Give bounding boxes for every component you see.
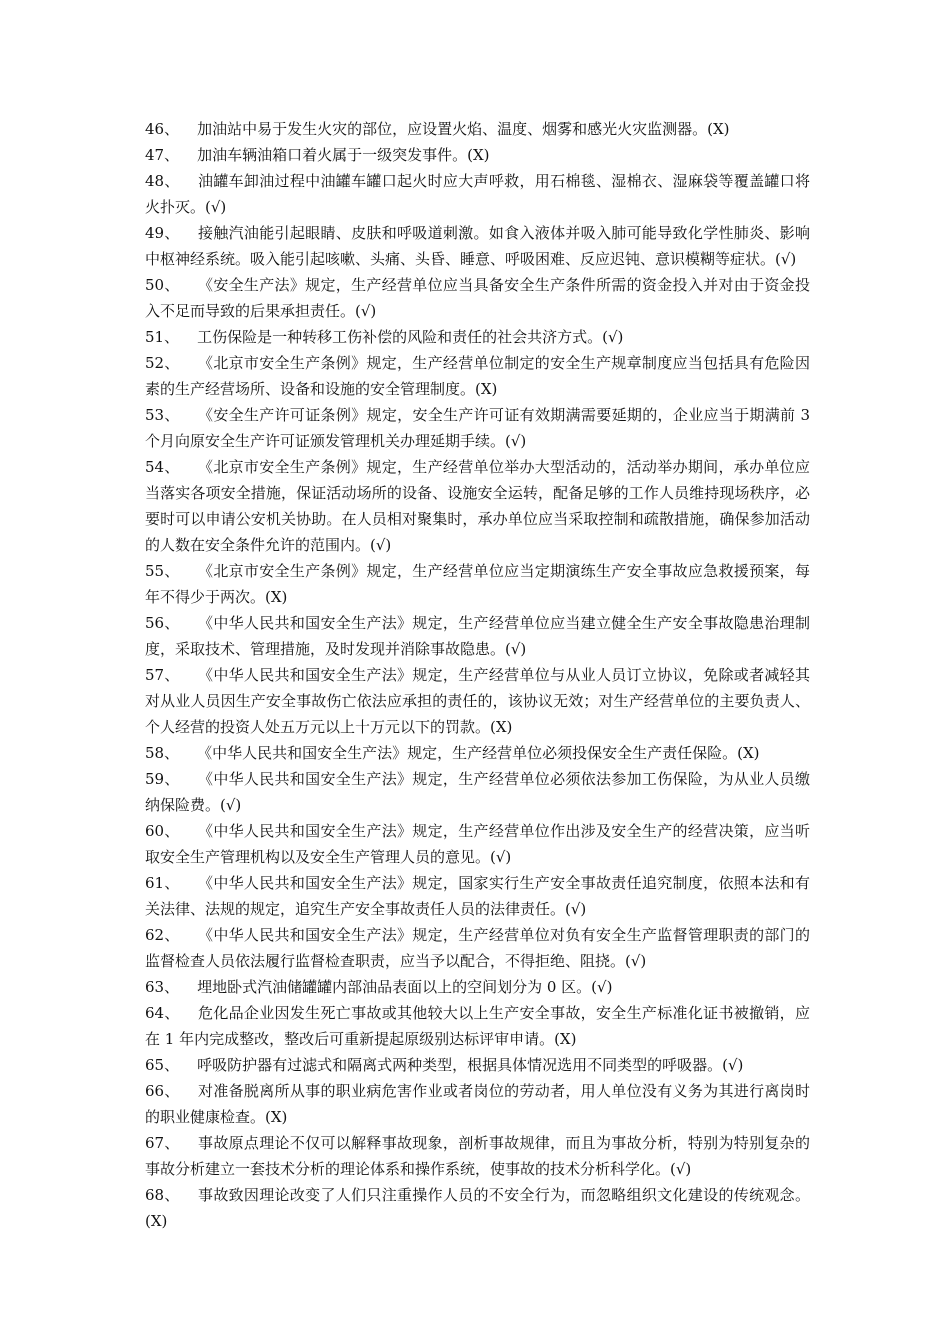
list-item	[145, 1052, 810, 1078]
item-text: 《中华人民共和国安全生产法》规定，生产经营单位应当建立健全生产安全事故隐患治理制度，采取技术、管理措施，及时发现并消除事故隐患。(√)	[145, 614, 810, 658]
list-item	[145, 610, 810, 662]
item-text: 事故致因理论改变了人们只注重操作人员的不安全行为，而忽略组织文化建设的传统观念。(X)	[145, 1186, 810, 1230]
list-item	[145, 1078, 810, 1130]
list-item	[145, 870, 810, 922]
item-number: 47、	[145, 146, 180, 164]
item-text: 接触汽油能引起眼睛、皮肤和呼吸道刺激。如食入液体并吸入肺可能导致化学性肺炎、影响中枢神经系统。吸入能引起咳嗽、头痛、头昏、睡意、呼吸困难、反应迟钝、意识模糊等症状。(√)	[145, 224, 810, 268]
item-number: 68、	[145, 1186, 180, 1204]
list-item	[145, 272, 810, 324]
item-text: 对准备脱离所从事的职业病危害作业或者岗位的劳动者，用人单位没有义务为其进行离岗时的职业健康检查。(X)	[145, 1082, 810, 1126]
item-number: 64、	[145, 1004, 180, 1022]
list-item	[145, 454, 810, 558]
item-text: 《北京市安全生产条例》规定，生产经营单位应当定期演练生产安全事故应急救援预案，每年不得少于两次。(X)	[145, 562, 810, 606]
item-text: 呼吸防护器有过滤式和隔离式两种类型，根据具体情况选用不同类型的呼吸器。(√)	[197, 1056, 744, 1074]
item-number: 59、	[145, 770, 180, 788]
item-number: 51、	[145, 328, 180, 346]
item-number: 62、	[145, 926, 180, 944]
item-number: 46、	[145, 120, 180, 138]
list-item	[145, 1000, 810, 1052]
question-list	[145, 116, 810, 1234]
item-text: 危化品企业因发生死亡事故或其他较大以上生产安全事故，安全生产标准化证书被撤销，应在 1 年内完成整改，整改后可重新提起原级别达标评审申请。(X)	[145, 1004, 810, 1048]
item-text: 加油车辆油箱口着火属于一级突发事件。(X)	[197, 146, 490, 164]
item-number: 58、	[145, 744, 180, 762]
item-number: 66、	[145, 1082, 180, 1100]
item-number: 61、	[145, 874, 180, 892]
list-item	[145, 662, 810, 740]
item-text: 事故原点理论不仅可以解释事故现象，剖析事故规律，而且为事故分析，特别为特别复杂的事故分析建立一套技术分析的理论体系和操作系统，使事故的技术分析科学化。(√)	[145, 1134, 810, 1178]
item-number: 53、	[145, 406, 180, 424]
item-text: 工伤保险是一种转移工伤补偿的风险和责任的社会共济方式。(√)	[197, 328, 624, 346]
list-item	[145, 1182, 810, 1234]
item-number: 57、	[145, 666, 180, 684]
list-item	[145, 818, 810, 870]
item-text: 《安全生产许可证条例》规定，安全生产许可证有效期满需要延期的，企业应当于期满前 3 个月向原安全生产许可证颁发管理机关办理延期手续。(√)	[145, 406, 810, 450]
item-number: 65、	[145, 1056, 180, 1074]
item-text: 《安全生产法》规定，生产经营单位应当具备安全生产条件所需的资金投入并对由于资金投入不足而导致的后果承担责任。(√)	[145, 276, 810, 320]
list-item	[145, 350, 810, 402]
item-text: 《中华人民共和国安全生产法》规定，生产经营单位必须依法参加工伤保险，为从业人员缴纳保险费。(√)	[145, 770, 810, 814]
item-number: 54、	[145, 458, 180, 476]
item-number: 67、	[145, 1134, 180, 1152]
item-number: 49、	[145, 224, 180, 242]
item-number: 56、	[145, 614, 180, 632]
item-text: 《中华人民共和国安全生产法》规定，生产经营单位作出涉及安全生产的经营决策，应当听取安全生产管理机构以及安全生产管理人员的意见。(√)	[145, 822, 810, 866]
list-item	[145, 168, 810, 220]
item-text: 《中华人民共和国安全生产法》规定，国家实行生产安全事故责任追究制度，依照本法和有关法律、法规的规定，追究生产安全事故责任人员的法律责任。(√)	[145, 874, 810, 918]
list-item	[145, 974, 810, 1000]
list-item	[145, 402, 810, 454]
list-item	[145, 740, 810, 766]
list-item	[145, 558, 810, 610]
list-item	[145, 142, 810, 168]
item-number: 60、	[145, 822, 180, 840]
list-item	[145, 116, 810, 142]
item-number: 55、	[145, 562, 180, 580]
item-text: 《中华人民共和国安全生产法》规定，生产经营单位必须投保安全生产责任保险。(X)	[197, 744, 760, 762]
list-item	[145, 324, 810, 350]
item-text: 《北京市安全生产条例》规定，生产经营单位制定的安全生产规章制度应当包括具有危险因素的生产经营场所、设备和设施的安全管理制度。(X)	[145, 354, 810, 398]
list-item	[145, 220, 810, 272]
list-item	[145, 922, 810, 974]
item-text: 加油站中易于发生火灾的部位，应设置火焰、温度、烟雾和感光火灾监测器。(X)	[197, 120, 730, 138]
item-text: 《北京市安全生产条例》规定，生产经营单位举办大型活动的，活动举办期间，承办单位应当落实各项安全措施，保证活动场所的设备、设施安全运转，配备足够的工作人员维持现场秩序，必要时可以申请公安机关协助。在人员相对聚集时，承办单位应当采取控制和疏散措施，确保参加活动的人数在安全条件允许的范围内。(√)	[145, 458, 810, 554]
item-number: 63、	[145, 978, 180, 996]
list-item	[145, 1130, 810, 1182]
item-text: 《中华人民共和国安全生产法》规定，生产经营单位与从业人员订立协议，免除或者减轻其对从业人员因生产安全事故伤亡依法应承担的责任的，该协议无效；对生产经营单位的主要负责人、个人经营的投资人处五万元以上十万元以下的罚款。(X)	[145, 666, 810, 736]
item-number: 50、	[145, 276, 180, 294]
item-text: 埋地卧式汽油储罐罐内部油品表面以上的空间划分为 0 区。(√)	[197, 978, 613, 996]
item-text: 油罐车卸油过程中油罐车罐口起火时应大声呼救，用石棉毯、湿棉衣、湿麻袋等覆盖罐口将火扑灭。(√)	[145, 172, 810, 216]
item-text: 《中华人民共和国安全生产法》规定，生产经营单位对负有安全生产监督管理职责的部门的监督检查人员依法履行监督检查职责，应当予以配合，不得拒绝、阻挠。(√)	[145, 926, 810, 970]
item-number: 52、	[145, 354, 180, 372]
list-item	[145, 766, 810, 818]
item-number: 48、	[145, 172, 180, 190]
